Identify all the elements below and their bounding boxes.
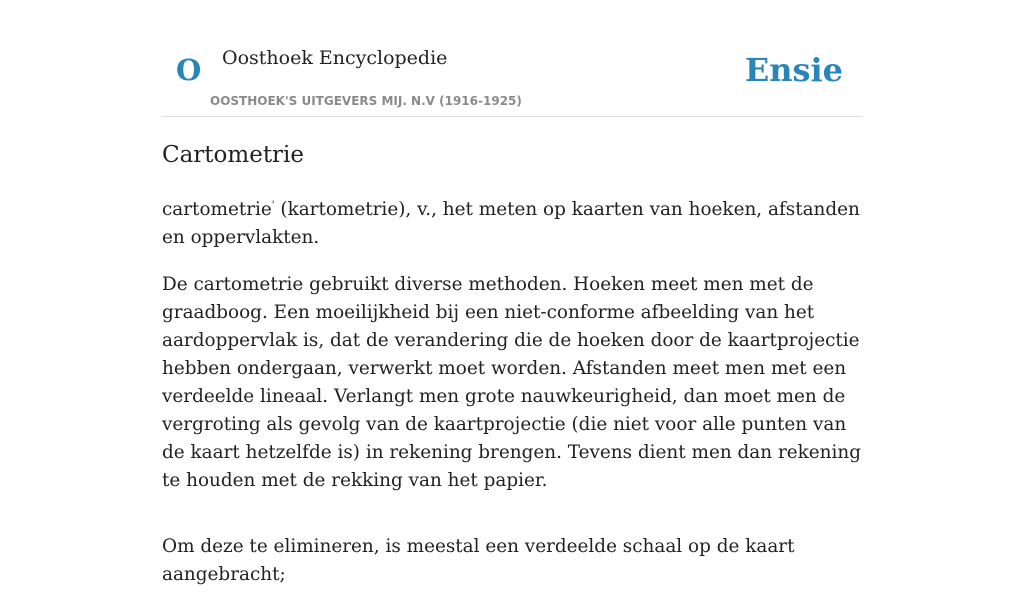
site-header [162, 0, 862, 117]
definition-paragraph [162, 192, 862, 252]
entry-title: Cartometrie [162, 142, 305, 168]
page [162, 0, 862, 585]
logo-mark[interactable]: O [176, 53, 202, 87]
entry-term-accent: ' [271, 200, 275, 211]
body-paragraph: De cartometrie gebruikt diverse methoden. Hoeken meet men met de graadboog. Een moeilijkheid bij een niet-conforme afbeelding van het aardoppervlak is, dat de verandering die de hoeken door de kaartprojectie hebben ondergaan, verwerkt moet worden. Afstanden meet men met een verdeelde lineaal. Verlangt men grote nauwkeurigheid, dan moet men de vergroting als gevolg van de kaartprojectie (die niet voor alle punten van de kaart hetzelfde is) in rekening brengen. Tevens dient men dan rekening te houden met de rekking van het papier. [162, 274, 861, 491]
site-title[interactable]: Oosthoek Encyclopedie [222, 47, 448, 69]
publisher-label: OOSTHOEK'S UITGEVERS MIJ. N.V (1916-1925) [210, 94, 522, 108]
body-paragraph: Om deze te elimineren, is meestal een verdeelde schaal op de kaart aangebracht; [162, 536, 795, 585]
definition-text: (kartometrie), v., het meten op kaarten van hoeken, afstanden en oppervlakten. [162, 199, 860, 248]
entry-term [162, 199, 275, 220]
entry-body [162, 192, 862, 608]
entry-term-text: cartometrie [162, 199, 272, 220]
brand-logo[interactable]: Ensie [744, 51, 843, 89]
